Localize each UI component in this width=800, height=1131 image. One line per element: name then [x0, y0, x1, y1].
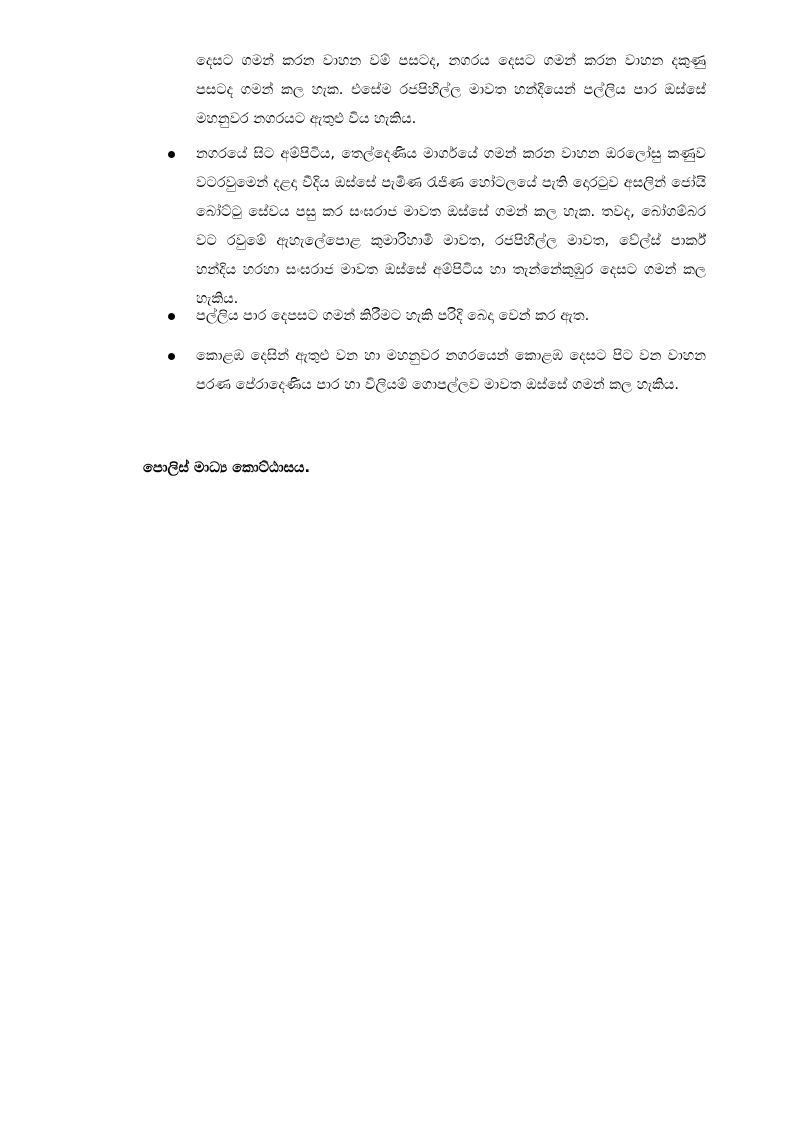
bullet-dot-icon	[168, 313, 175, 320]
continuation-paragraph: දෙසට ගමන් කරන වාහන වම් පසටද, නගරය දෙසට ගමන් කරන වාහන දකුණු පසටද ගමන් කල හැක. එසේම රජපිහිල්ල මාවත හන්දියෙන් පල්ලිය පාර ඔස්සේ මහනුවර නගරයට ඇතුළු විය හැකිය.	[196, 53, 706, 127]
bullet-text: කොළඹ දෙසින් ඇතුළු වන හා මහනුවර නගරයෙන් කොළඹ දෙසට පිට වන වාහන පරණ පේරාදෙණිය පාර හා විලියම් ගොපල්ලව මාවත ඔස්සේ ගමන් කල හැකිය.	[196, 348, 706, 393]
bullet-text: නගරයේ සිට අම්පිටිය, තෙල්දෙණිය මාර්ගයේ ගමන් කරන වාහන ඔරලෝසු කණුව වටරවුමෙන් දළදා වීදිය ඔස්සේ පැමිණ රැජිණ හෝටලයේ පැති දොරටුව අසලින් ජෝයි බෝට්ටු සේවය පසු කර සංඝරාජ මාවත ඔස්සේ ගමන් කල හැක. තවද, බෝගම්බර වට රවුමේ ඇහැලේපොළ කුමාරිහාමි මාවත, රජපිහිල්ල මාවත, වේල්ස් පාර්ක් හන්දිය හරහා සංඝරාජ මාවත ඔස්සේ අම්පිටිය හා තැන්නේකුඹුර දෙසට ගමන් කල හැකිය.	[196, 146, 706, 307]
bullet-text: පල්ලිය පාර දෙපසට ගමන් කිරීමට හැකි පරිදි බෙදා වෙන් කර ඇත.	[196, 308, 590, 324]
bullet-dot-icon	[168, 151, 175, 158]
bullet-dot-icon	[168, 353, 175, 360]
footer-signature: පොලිස් මාධ්‍ය කොට්ඨාසය.	[143, 460, 310, 476]
